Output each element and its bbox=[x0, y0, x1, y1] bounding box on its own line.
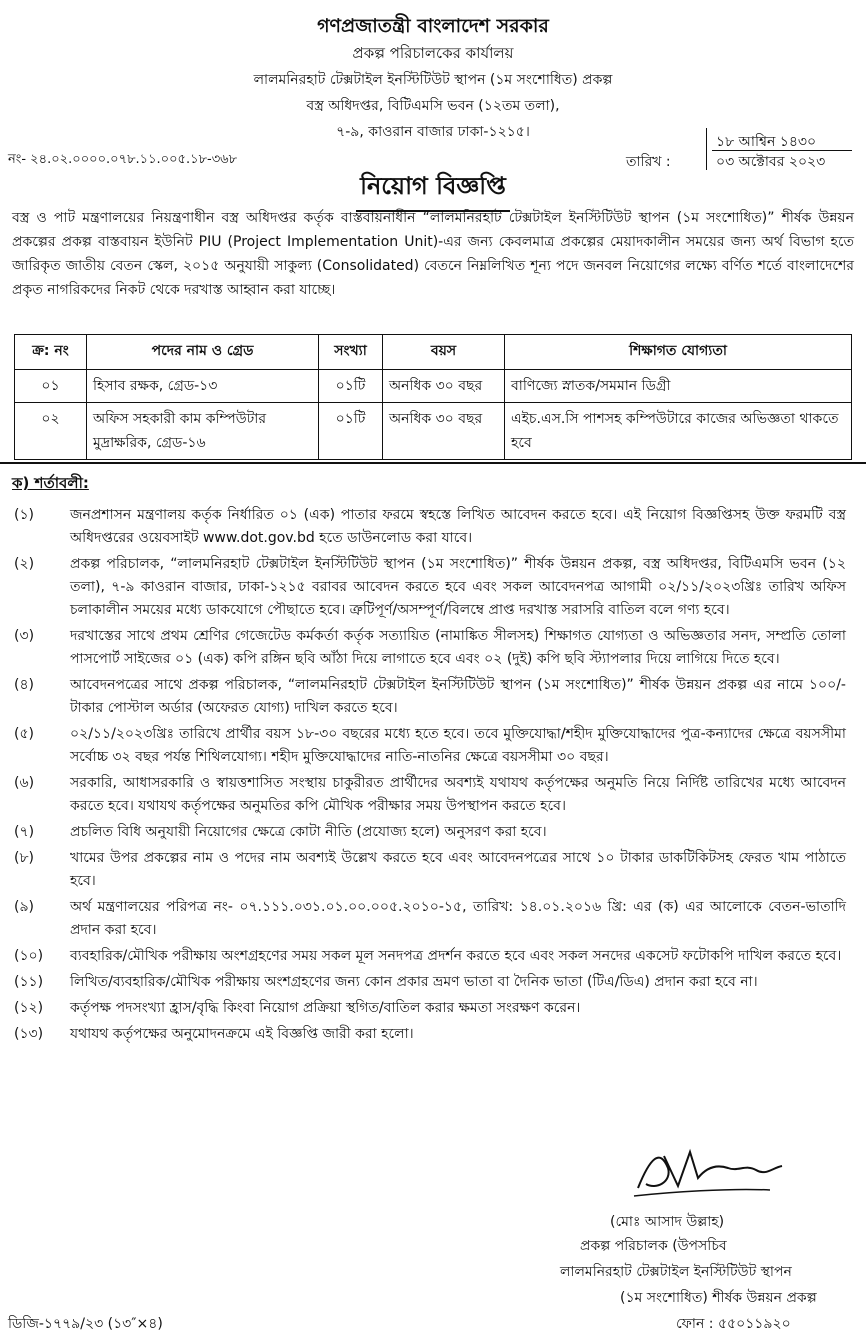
date-bangla: ১৮ আশ্বিন ১৪৩০ bbox=[716, 134, 817, 150]
condition-number: (৭) bbox=[14, 824, 35, 840]
condition-text: অর্থ মন্ত্রণালয়ের পরিপত্র নং- ০৭.১১১.০৩১.০১.০০.০০৫.২০১০-১৫, তারিখ: ১৪.০১.২০১৬ খ্রি: এর (ক) এর আলোকে বেতন-ভাতাদি প্রদান করা হবে। bbox=[70, 899, 846, 938]
condition-text: কর্তৃপক্ষ পদসংখ্যা হ্রাস/বৃদ্ধি কিংবা নিয়োগ প্রক্রিয়া স্থগিত/বাতিল করার ক্ষমতা সংরক্ষণ করেন। bbox=[70, 1000, 581, 1016]
condition-text: প্রচলিত বিধি অনুযায়ী নিয়োগের ক্ষেত্রে কোটা নীতি (প্রযোজ্য হলে) অনুসরণ করা হবে। bbox=[70, 824, 547, 840]
condition-number: (১০) bbox=[14, 948, 44, 964]
date-english: ০৩ অক্টোবর ২০২৩ bbox=[716, 154, 826, 170]
header-age: বয়স bbox=[383, 335, 505, 370]
condition-number: (২) bbox=[14, 556, 35, 572]
condition-text: যথাযথ কর্তৃপক্ষের অনুমোদনক্রমে এই বিজ্ঞপ্তি জারী করা হলো। bbox=[70, 1026, 414, 1042]
cell-post: অফিস সহকারী কাম কম্পিউটার মুদ্রাক্ষরিক, গ্রেড-১৬ bbox=[87, 403, 319, 460]
cell-education: এইচ.এস.সি পাশসহ কম্পিউটারে কাজের অভিজ্ঞতা থাকতে হবে bbox=[505, 403, 852, 460]
signatory-name: (মোঃ আসাদ উল্লাহ) bbox=[610, 1214, 725, 1230]
condition-text: জনপ্রশাসন মন্ত্রণালয় কর্তৃক নির্ধারিত ০১ (এক) পাতার ফরমে স্বহস্তে লিখিত আবেদন করতে হবে। এই নিয়োগ বিজ্ঞপ্তিসহ উক্ত ফরমটি বস্ত্র অধিদপ্তরের ওয়েবসাইট www.dot.gov.bd হতে ডাউনলোড করা যাবে। bbox=[70, 507, 846, 546]
condition-item bbox=[0, 1023, 866, 1046]
cell-age: অনধিক ৩০ বছর bbox=[383, 403, 505, 460]
condition-text: ০২/১১/২০২৩খ্রিঃ তারিখে প্রার্থীর বয়স ১৮-৩০ বছরের মধ্যে হতে হবে। তবে মুক্তিযোদ্ধা/শহীদ মুক্তিযোদ্ধাদের পুত্র-কন্যাদের ক্ষেত্রে বয়সসীমা সর্বোচ্চ ৩২ বছর পর্যন্ত শিথিলযোগ্য। শহীদ মুক্তিযোদ্ধাদের নাতি-নাতনির ক্ষেত্রে বয়সসীমা ৩০ বছর। bbox=[70, 726, 846, 765]
condition-item bbox=[0, 821, 866, 844]
conditions-heading: ক) শর্তাবলী: bbox=[12, 474, 89, 492]
condition-text: খামের উপর প্রকল্পের নাম ও পদের নাম অবশ্যই উল্লেখ করতে হবে এবং আবেদনপত্রের সাথে ১০ টাকার ডাকটিকিটসহ ফেরত খাম পাঠাতে হবে। bbox=[70, 850, 846, 889]
condition-text: প্রকল্প পরিচালক, “লালমনিরহাট টেক্সটাইল ইনস্টিটিউট স্থাপন (১ম সংশোধিত)” শীর্ষক উন্নয়ন প্রকল্প, বস্ত্র অধিদপ্তর, বিটিএমসি ভবন (১২ তলা), ৭-৯ কাওরান বাজার, ঢাকা-১২১৫ বরাবর আবেদন করতে হবে এবং সকল আবেদনপত্র আগামী ০২/১১/২০২৩খ্রিঃ তারিখ অফিস চলাকালীন সময়ের মধ্যে ডাকযোগে পৌছাতে হবে। ত্রুটিপূর্ণ/অসম্পূর্ণ/বিলম্বে প্রাপ্ত দরখাস্ত সরাসরি বাতিল বলে গণ্য হবে। bbox=[70, 556, 846, 618]
publication-code: ডিজি-১৭৭৯/২৩ (১৩″×৪) bbox=[8, 1316, 163, 1332]
condition-item bbox=[0, 674, 866, 720]
signatory-designation: প্রকল্প পরিচালক (উপসচিব bbox=[580, 1238, 727, 1254]
reference-number: নং- ২৪.০২.০০০০.০৭৮.১১.০০৫.১৮-৩৬৮ bbox=[8, 152, 238, 167]
table-row bbox=[15, 370, 852, 403]
condition-item bbox=[0, 847, 866, 893]
cell-education: বাণিজ্যে স্নাতক/সমমান ডিগ্রী bbox=[505, 370, 852, 403]
address-line-2: ৭-৯, কাওরান বাজার ঢাকা-১২১৫। bbox=[336, 124, 530, 140]
office-name: প্রকল্প পরিচালকের কার্যালয় bbox=[352, 44, 514, 62]
condition-number: (১২) bbox=[14, 1000, 44, 1016]
signatory-project-line-1: লালমনিরহাট টেক্সটাইল ইনস্টিটিউট স্থাপন bbox=[560, 1264, 792, 1280]
condition-item bbox=[0, 553, 866, 622]
condition-number: (১) bbox=[14, 507, 35, 523]
condition-item bbox=[0, 971, 866, 994]
condition-number: (৮) bbox=[14, 850, 35, 866]
header-education: শিক্ষাগত যোগ্যতা bbox=[505, 335, 852, 370]
cell-count: ০১টি bbox=[319, 370, 383, 403]
cell-serial: ০২ bbox=[15, 403, 87, 460]
condition-number: (৬) bbox=[14, 775, 35, 791]
handwritten-signature bbox=[620, 1138, 790, 1204]
condition-number: (৫) bbox=[14, 726, 35, 742]
cell-serial: ০১ bbox=[15, 370, 87, 403]
condition-number: (১১) bbox=[14, 974, 44, 990]
govt-name: গণপ্রজাতন্ত্রী বাংলাদেশ সরকার bbox=[317, 15, 549, 37]
signatory-phone: ফোন : ৫৫০১১৯২০ bbox=[676, 1316, 791, 1332]
notice-title: নিয়োগ বিজ্ঞপ্তি bbox=[356, 168, 510, 212]
condition-number: (৯) bbox=[14, 899, 35, 915]
header-count: সংখ্যা bbox=[319, 335, 383, 370]
conditions-list bbox=[0, 504, 866, 1049]
condition-item bbox=[0, 896, 866, 942]
project-name: লালমনিরহাট টেক্সটাইল ইনস্টিটিউট স্থাপন (১ম সংশোধিত) প্রকল্প bbox=[253, 72, 613, 88]
condition-item bbox=[0, 997, 866, 1020]
condition-text: ব্যবহারিক/মৌখিক পরীক্ষায় অংশগ্রহণের সময় সকল মূল সনদপত্র প্রদর্শন করতে হবে এবং সকল সনদের একসেট ফটোকপি দাখিল করতে হবে। bbox=[70, 948, 842, 964]
intro-paragraph: বস্ত্র ও পাট মন্ত্রণালয়ের নিয়ন্ত্রণাধীন বস্ত্র অধিদপ্তর কর্তৃক বাস্তবায়নাধীন “লালমনিরহাট টেক্সটাইল ইনস্টিটিউট স্থাপন (১ম সংশোধিত)” শীর্ষক উন্নয়ন প্রকল্পের প্রকল্প বাস্তবায়ন ইউনিট PIU (Project Implementation Unit)-এর জন্য কেবলমাত্র প্রকল্পের মেয়াদকালীন সময়ের জন্য অর্থ বিভাগ হতে জারিকৃত জাতীয় বেতন স্কেল, ২০১৫ অনুযায়ী সাকুল্য (Consolidated) বেতনে নিম্নলিখিত শূন্য পদে জনবল নিয়োগের লক্ষ্যে বর্ণিত শর্তে বাংলাদেশের প্রকৃত নাগরিকদের নিকট থেকে দরখাস্ত আহ্বান করা যাচ্ছে। bbox=[12, 210, 854, 298]
condition-item bbox=[0, 625, 866, 671]
posts-table bbox=[14, 334, 852, 460]
date-label: তারিখ : bbox=[626, 154, 671, 170]
cell-count: ০১টি bbox=[319, 403, 383, 460]
header-post: পদের নাম ও গ্রেড bbox=[87, 335, 319, 370]
signatory-project-line-2: (১ম সংশোধিত) শীর্ষক উন্নয়ন প্রকল্প bbox=[620, 1290, 817, 1306]
condition-text: সরকারি, আধাসরকারি ও স্বায়ত্তশাসিত সংস্থায় চাকুরীরত প্রার্থীদের অবশ্যই যথাযথ কর্তৃপক্ষের অনুমতি নিয়ে নির্দিষ্ট তারিখের মধ্যে আবেদন করতে হবে। যথাযথ কর্তৃপক্ষের অনুমতির কপি মৌখিক পরীক্ষার সময় উপস্থাপন করতে হবে। bbox=[70, 775, 846, 814]
condition-text: আবেদনপত্রের সাথে প্রকল্প পরিচালক, “লালমনিরহাট টেক্সটাইল ইনস্টিটিউট স্থাপন (১ম সংশোধিত)” শীর্ষক উন্নয়ন প্রকল্প এর নামে ১০০/-টাকার পোস্টাল অর্ডার (অফেরত যোগ্য) দাখিল করতে হবে। bbox=[70, 677, 846, 716]
cell-age: অনধিক ৩০ বছর bbox=[383, 370, 505, 403]
cell-post: হিসাব রক্ষক, গ্রেড-১৩ bbox=[87, 370, 319, 403]
header-serial: ক্র: নং bbox=[15, 335, 87, 370]
condition-item bbox=[0, 504, 866, 550]
table-row bbox=[15, 403, 852, 460]
condition-item bbox=[0, 772, 866, 818]
table-header-row bbox=[15, 335, 852, 370]
condition-text: লিখিত/ব্যবহারিক/মৌখিক পরীক্ষায় অংশগ্রহণের জন্য কোন প্রকার ভ্রমণ ভাতা বা দৈনিক ভাতা (টিএ/ডিএ) প্রদান করা হবে না। bbox=[70, 974, 758, 990]
section-divider bbox=[0, 462, 866, 464]
address-line-1: বস্ত্র অধিদপ্তর, বিটিএমসি ভবন (১২তম তলা), bbox=[306, 98, 560, 114]
condition-item bbox=[0, 723, 866, 769]
condition-number: (৪) bbox=[14, 677, 35, 693]
condition-item bbox=[0, 945, 866, 968]
condition-text: দরখাস্তের সাথে প্রথম শ্রেণির গেজেটেড কর্মকর্তা কর্তৃক সত্যায়িত (নামাঙ্কিত সীলসহ) শিক্ষাগত যোগ্যতা ও অভিজ্ঞতার সনদ, সম্প্রতি তোলা পাসপোর্ট সাইজের ০১ (এক) কপি রঙ্গিন ছবি আঁঠা দিয়ে লাগাতে হবে এবং ০২ (দুই) কপি ছবি স্ট্যাপলার দিয়ে লাগিয়ে দিতে হবে। bbox=[70, 628, 846, 667]
condition-number: (১৩) bbox=[14, 1026, 44, 1042]
condition-number: (৩) bbox=[14, 628, 35, 644]
